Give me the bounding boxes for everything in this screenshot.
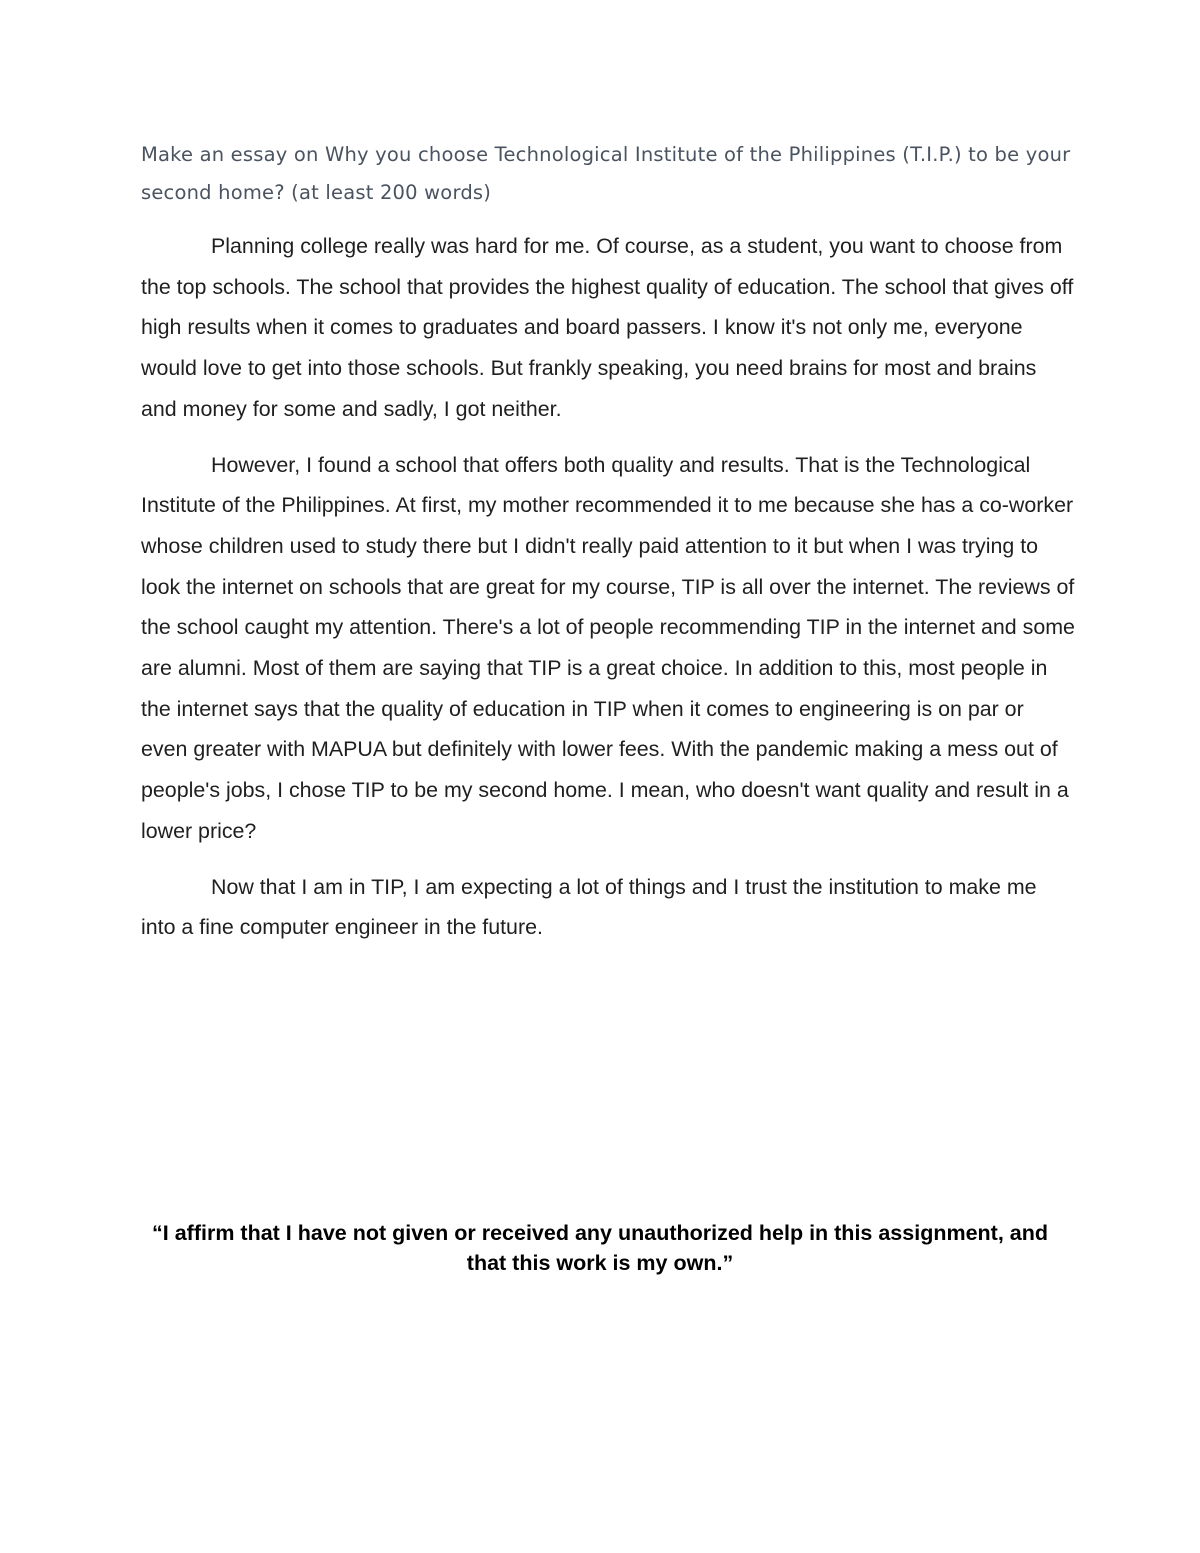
essay-paragraph-2: However, I found a school that offers both quality and results. That is the Technological Institute of the Philippines. At first, my mother recommended it to me because she has a co-worker whose children used to study there but I didn't really paid attention to it but when I was trying to look the internet on schools that are great for my course, TIP is all over the internet. The reviews of the school caught my attention. There's a lot of people recommending TIP in the internet and some are alumni. Most of them are saying that TIP is a great choice. In addition to this, most people in the internet says that the quality of education in TIP when it comes to engineering is on par or even greater with MAPUA but definitely with lower fees. With the pandemic making a mess out of people's jobs, I chose TIP to be my second home. I mean, who doesn't want quality and result in a lower price? xyxy=(141,452,1075,843)
essay-prompt: Make an essay on Why you choose Technological Institute of the Philippines (T.I.P.) to be your second home? (at least 200 words) xyxy=(141,143,1071,204)
essay-paragraph-1: Planning college really was hard for me. Of course, as a student, you want to choose from the top schools. The school that provides the highest quality of education. The school that gives off high results when it comes to graduates and board passers. I know it's not only me, everyone would love to get into those schools. But frankly speaking, you need brains for most and brains and money for some and sadly, I got neither. xyxy=(141,234,1074,421)
essay-body xyxy=(141,226,1076,963)
honesty-affirmation: “I affirm that I have not given or received any unauthorized help in this assignment, and that this work is my own.” xyxy=(152,1221,1048,1275)
essay-paragraph-3: Now that I am in TIP, I am expecting a lot of things and I trust the institution to make me into a fine computer engineer in the future. xyxy=(141,874,1037,940)
